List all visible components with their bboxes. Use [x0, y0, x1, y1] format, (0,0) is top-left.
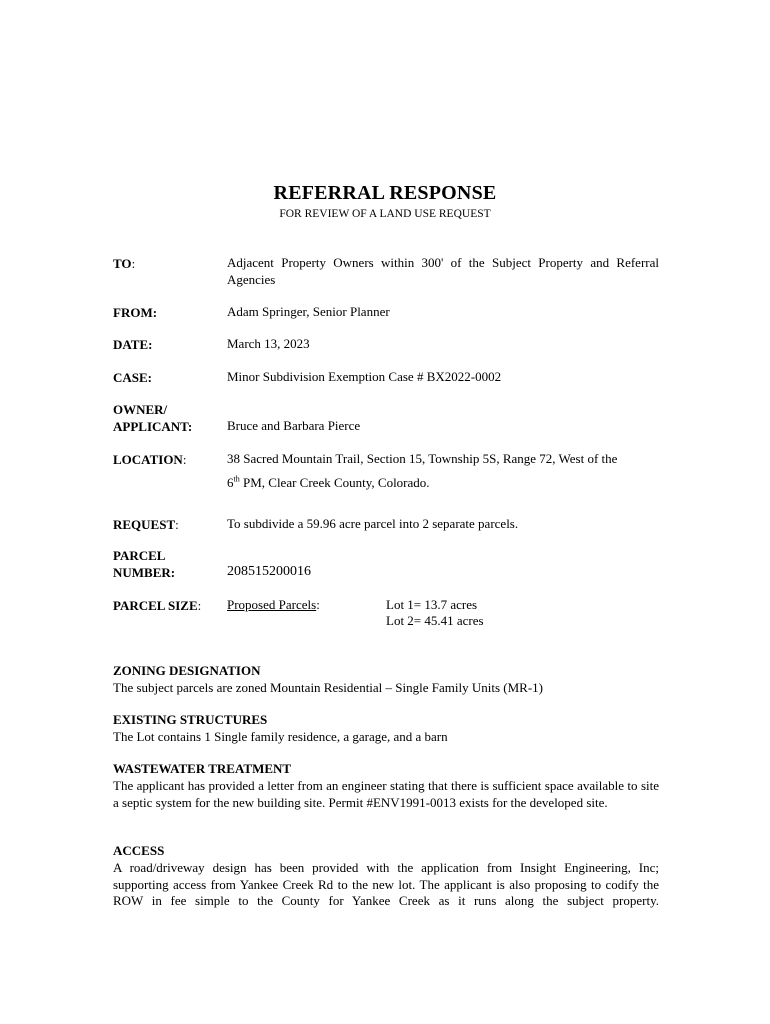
request-value: To subdivide a 59.96 acre parcel into 2 separate parcels.	[227, 516, 519, 531]
to-value: Adjacent Property Owners within 300' of the Subject Property and Referral Agencies	[227, 255, 659, 287]
date-value: March 13, 2023	[227, 336, 310, 351]
case-value: Minor Subdivision Exemption Case # BX2022-0002	[227, 369, 502, 384]
case-label: CASE:	[113, 370, 153, 385]
wastewater-text: The applicant has provided a letter from an engineer stating that there is sufficient space available to site a septic system for the new building site. Permit #ENV1991-0013 exists for the developed site.	[113, 778, 659, 810]
lot-1-size: Lot 1= 13.7 acres	[386, 597, 478, 612]
structures-heading: EXISTING STRUCTURES	[113, 712, 268, 727]
access-heading: ACCESS	[113, 843, 165, 858]
structures-text: The Lot contains 1 Single family residence, a garage, and a barn	[113, 729, 448, 744]
parcel-label-line2: NUMBER:	[113, 565, 176, 580]
parcel-label-line1: PARCEL	[113, 548, 166, 563]
page-subtitle: FOR REVIEW OF A LAND USE REQUEST	[279, 208, 491, 220]
location-value-line2: 6th PM, Clear Creek County, Colorado.	[227, 474, 430, 490]
access-text: A road/driveway design has been provided with the application from Insight Engineering, Inc; supporting access from Yankee Creek Rd to the new lot. The applicant is also proposing to codify the ROW in fee simple to the County for Yankee Creek as it runs along the subject property.	[113, 860, 659, 908]
location-value-line1: 38 Sacred Mountain Trail, Section 15, Township 5S, Range 72, West of the	[227, 451, 618, 466]
parcel-size-label: PARCEL SIZE:	[113, 598, 202, 613]
owner-label-line2: APPLICANT:	[113, 419, 193, 434]
zoning-text: The subject parcels are zoned Mountain Residential – Single Family Units (MR-1)	[113, 680, 543, 695]
lot-2-size: Lot 2= 45.41 acres	[386, 613, 484, 628]
location-label: LOCATION:	[113, 452, 187, 467]
owner-label-line1: OWNER/	[113, 402, 168, 417]
parcel-number-value: 208515200016	[227, 564, 311, 579]
date-label: DATE:	[113, 337, 153, 352]
from-label: FROM:	[113, 305, 158, 320]
owner-value: Bruce and Barbara Pierce	[227, 418, 361, 433]
wastewater-heading: WASTEWATER TREATMENT	[113, 761, 292, 776]
request-label: REQUEST:	[113, 517, 179, 532]
to-label: TO:	[113, 256, 136, 271]
from-value: Adam Springer, Senior Planner	[227, 304, 390, 319]
zoning-heading: ZONING DESIGNATION	[113, 663, 261, 678]
proposed-parcels-label: Proposed Parcels:	[227, 597, 320, 612]
page-title: REFERRAL RESPONSE	[273, 182, 497, 204]
